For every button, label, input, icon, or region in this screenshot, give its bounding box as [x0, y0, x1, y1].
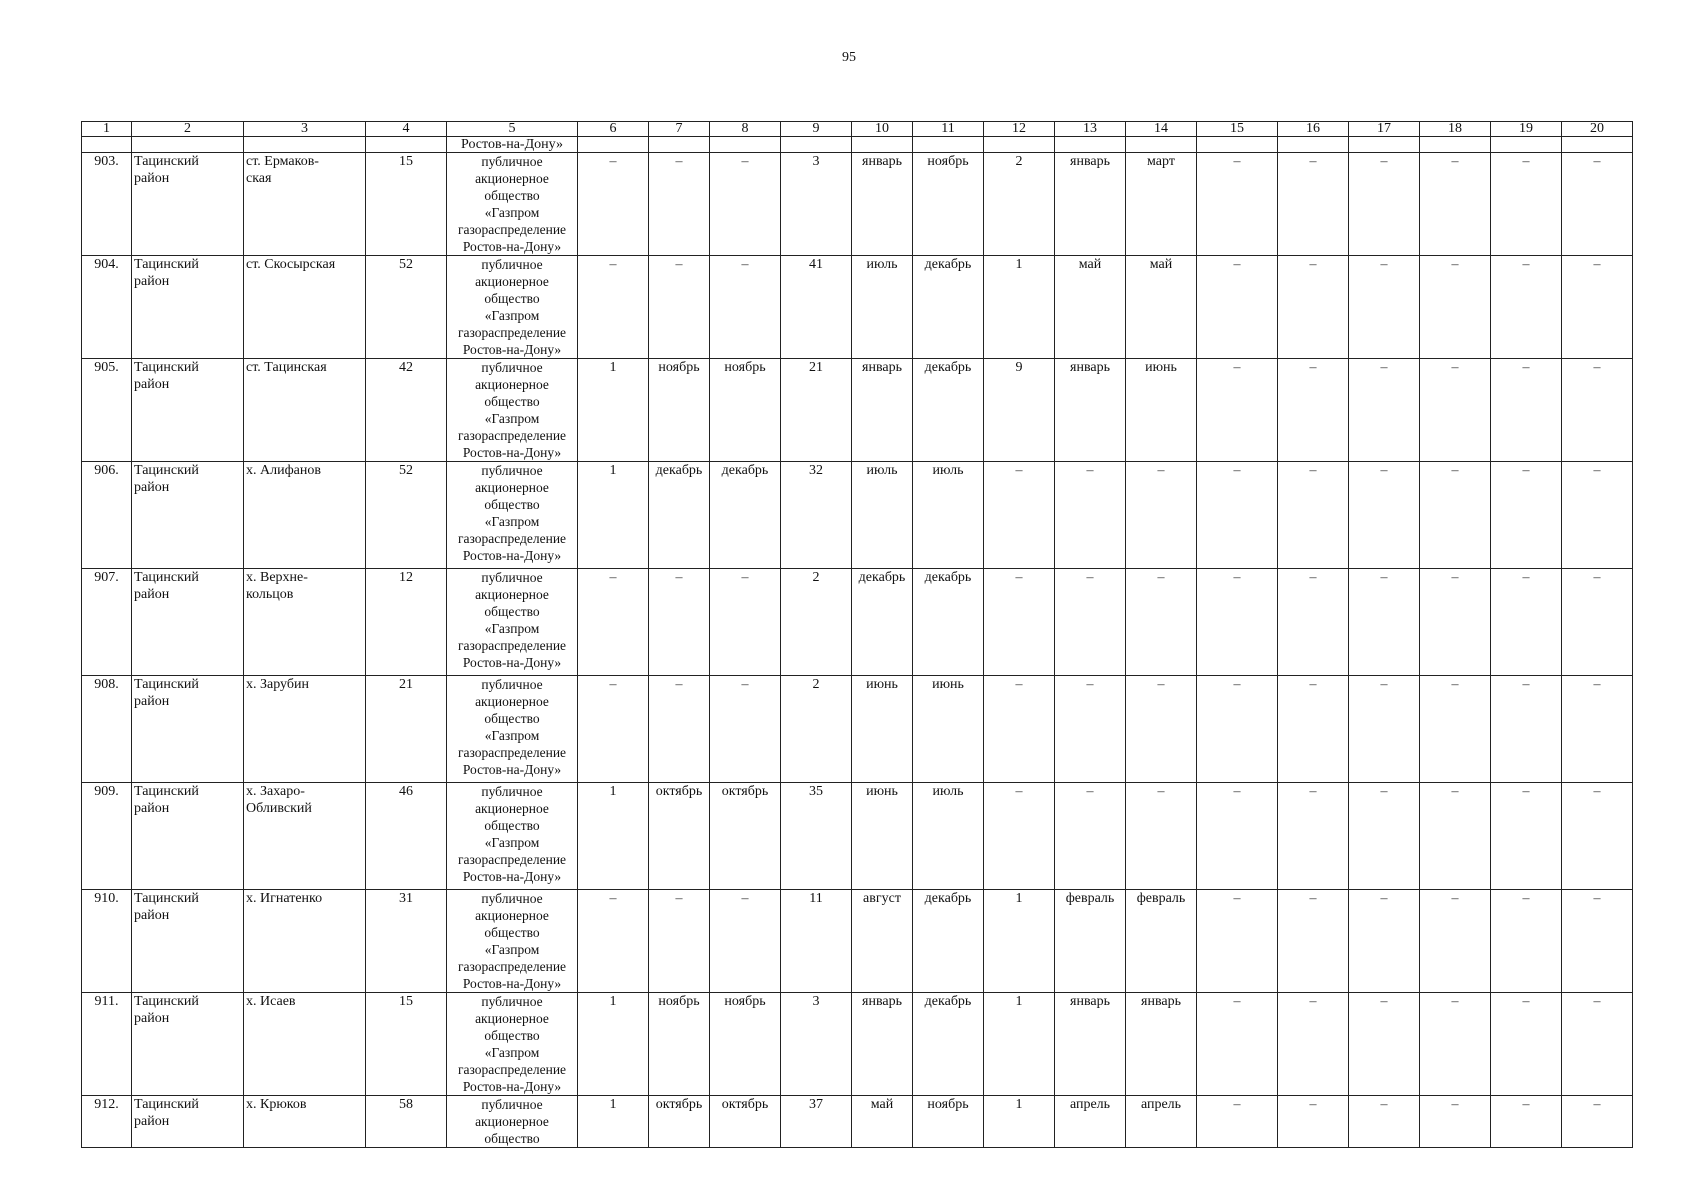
locality-cell: х. Игнатенко [244, 890, 366, 993]
value-cell-col19: – [1491, 462, 1562, 569]
value-cell-col17: – [1349, 890, 1420, 993]
value-cell-col11: декабрь [913, 569, 984, 676]
table-row [82, 256, 1633, 359]
value-cell-col15: – [1197, 676, 1278, 783]
value-cell-col11: июль [913, 462, 984, 569]
value-cell-col15: – [1197, 359, 1278, 462]
value-cell-col17: – [1349, 993, 1420, 1096]
value-cell-col20: – [1562, 256, 1633, 359]
row-number-cell: 909. [82, 783, 132, 890]
table-row [82, 153, 1633, 256]
empty-cell [1491, 137, 1562, 153]
count-cell: 58 [366, 1096, 447, 1148]
value-cell-col6: 1 [578, 359, 649, 462]
value-cell-col18: – [1420, 1096, 1491, 1148]
count-cell: 42 [366, 359, 447, 462]
value-cell-col12: 1 [984, 1096, 1055, 1148]
column-header: 7 [649, 122, 710, 137]
value-cell-col12: 2 [984, 153, 1055, 256]
row-number-cell: 906. [82, 462, 132, 569]
empty-cell [1420, 137, 1491, 153]
value-cell-col17: – [1349, 676, 1420, 783]
district-cell: Тацинский район [132, 993, 244, 1096]
value-cell-col7: – [649, 890, 710, 993]
value-cell-col14: – [1126, 569, 1197, 676]
value-cell-col8: ноябрь [710, 993, 781, 1096]
table-row [82, 676, 1633, 783]
row-number-cell: 907. [82, 569, 132, 676]
value-cell-col16: – [1278, 569, 1349, 676]
column-header: 6 [578, 122, 649, 137]
value-cell-col14: апрель [1126, 1096, 1197, 1148]
value-cell-col19: – [1491, 256, 1562, 359]
value-cell-col10: декабрь [852, 569, 913, 676]
value-cell-col14: – [1126, 783, 1197, 890]
count-cell: 15 [366, 153, 447, 256]
value-cell-col17: – [1349, 359, 1420, 462]
column-header: 13 [1055, 122, 1126, 137]
column-header: 2 [132, 122, 244, 137]
value-cell-col8: – [710, 890, 781, 993]
header-row [82, 122, 1633, 137]
value-cell-col16: – [1278, 993, 1349, 1096]
value-cell-col7: декабрь [649, 462, 710, 569]
column-header: 18 [1420, 122, 1491, 137]
value-cell-col7: – [649, 153, 710, 256]
count-cell: 52 [366, 256, 447, 359]
column-header: 14 [1126, 122, 1197, 137]
value-cell-col13: февраль [1055, 890, 1126, 993]
empty-cell [781, 137, 852, 153]
value-cell-col18: – [1420, 153, 1491, 256]
value-cell-col12: 1 [984, 256, 1055, 359]
value-cell-col16: – [1278, 256, 1349, 359]
row-number-cell: 904. [82, 256, 132, 359]
count-cell: 21 [366, 676, 447, 783]
value-cell-col19: – [1491, 153, 1562, 256]
district-cell: Тацинский район [132, 153, 244, 256]
value-cell-col6: – [578, 890, 649, 993]
district-cell: Тацинский район [132, 1096, 244, 1148]
empty-cell [1055, 137, 1126, 153]
value-cell-col16: – [1278, 359, 1349, 462]
value-cell-col9: 41 [781, 256, 852, 359]
value-cell-col16: – [1278, 1096, 1349, 1148]
value-cell-col19: – [1491, 890, 1562, 993]
value-cell-col13: – [1055, 676, 1126, 783]
column-header: 9 [781, 122, 852, 137]
value-cell-col12: 9 [984, 359, 1055, 462]
value-cell-col19: – [1491, 569, 1562, 676]
value-cell-col9: 32 [781, 462, 852, 569]
value-cell-col14: – [1126, 462, 1197, 569]
table-row [82, 569, 1633, 676]
value-cell-col8: – [710, 256, 781, 359]
empty-cell [366, 137, 447, 153]
value-cell-col7: – [649, 256, 710, 359]
value-cell-col15: – [1197, 993, 1278, 1096]
value-cell-col6: 1 [578, 1096, 649, 1148]
column-header: 15 [1197, 122, 1278, 137]
locality-cell: ст. Скосырская [244, 256, 366, 359]
value-cell-col9: 11 [781, 890, 852, 993]
value-cell-col16: – [1278, 676, 1349, 783]
value-cell-col10: июль [852, 256, 913, 359]
value-cell-col8: октябрь [710, 783, 781, 890]
district-cell: Тацинский район [132, 569, 244, 676]
value-cell-col20: – [1562, 359, 1633, 462]
organization-cell: публичное акционерное общество «Газпром газораспределение Ростов-на-Дону» [447, 993, 578, 1096]
value-cell-col7: – [649, 569, 710, 676]
value-cell-col13: – [1055, 569, 1126, 676]
value-cell-col11: декабрь [913, 993, 984, 1096]
value-cell-col18: – [1420, 359, 1491, 462]
value-cell-col16: – [1278, 153, 1349, 256]
value-cell-col13: январь [1055, 993, 1126, 1096]
value-cell-col14: январь [1126, 993, 1197, 1096]
value-cell-col18: – [1420, 783, 1491, 890]
value-cell-col20: – [1562, 676, 1633, 783]
value-cell-col9: 3 [781, 153, 852, 256]
value-cell-col6: 1 [578, 462, 649, 569]
value-cell-col10: январь [852, 993, 913, 1096]
value-cell-col19: – [1491, 993, 1562, 1096]
district-cell: Тацинский район [132, 783, 244, 890]
empty-cell [1278, 137, 1349, 153]
value-cell-col13: январь [1055, 359, 1126, 462]
continuation-org-cell: Ростов-на-Дону» [447, 137, 578, 153]
value-cell-col19: – [1491, 359, 1562, 462]
column-header: 12 [984, 122, 1055, 137]
value-cell-col20: – [1562, 153, 1633, 256]
value-cell-col20: – [1562, 783, 1633, 890]
value-cell-col18: – [1420, 993, 1491, 1096]
value-cell-col11: декабрь [913, 890, 984, 993]
column-header: 17 [1349, 122, 1420, 137]
column-header: 16 [1278, 122, 1349, 137]
value-cell-col13: – [1055, 783, 1126, 890]
row-number-cell: 905. [82, 359, 132, 462]
row-number-cell: 911. [82, 993, 132, 1096]
value-cell-col13: май [1055, 256, 1126, 359]
value-cell-col20: – [1562, 890, 1633, 993]
count-cell: 52 [366, 462, 447, 569]
value-cell-col10: январь [852, 153, 913, 256]
empty-cell [1197, 137, 1278, 153]
value-cell-col8: – [710, 676, 781, 783]
empty-cell [710, 137, 781, 153]
value-cell-col15: – [1197, 153, 1278, 256]
value-cell-col12: – [984, 783, 1055, 890]
column-header: 1 [82, 122, 132, 137]
locality-cell: х. Верхне- кольцов [244, 569, 366, 676]
value-cell-col18: – [1420, 256, 1491, 359]
district-cell: Тацинский район [132, 359, 244, 462]
row-number-cell: 908. [82, 676, 132, 783]
value-cell-col11: июнь [913, 676, 984, 783]
value-cell-col15: – [1197, 256, 1278, 359]
value-cell-col9: 2 [781, 569, 852, 676]
locality-cell: х. Алифанов [244, 462, 366, 569]
value-cell-col6: 1 [578, 783, 649, 890]
value-cell-col8: декабрь [710, 462, 781, 569]
district-cell: Тацинский район [132, 462, 244, 569]
value-cell-col15: – [1197, 890, 1278, 993]
continuation-row [82, 137, 1633, 153]
value-cell-col11: декабрь [913, 359, 984, 462]
value-cell-col17: – [1349, 256, 1420, 359]
value-cell-col11: декабрь [913, 256, 984, 359]
column-header: 11 [913, 122, 984, 137]
value-cell-col20: – [1562, 1096, 1633, 1148]
organization-cell: публичное акционерное общество «Газпром газораспределение Ростов-на-Дону» [447, 462, 578, 569]
value-cell-col11: ноябрь [913, 1096, 984, 1148]
value-cell-col17: – [1349, 462, 1420, 569]
value-cell-col13: апрель [1055, 1096, 1126, 1148]
value-cell-col7: ноябрь [649, 993, 710, 1096]
count-cell: 31 [366, 890, 447, 993]
locality-cell: ст. Тацинская [244, 359, 366, 462]
table-row [82, 783, 1633, 890]
organization-cell: публичное акционерное общество «Газпром газораспределение Ростов-на-Дону» [447, 256, 578, 359]
value-cell-col16: – [1278, 783, 1349, 890]
empty-cell [1562, 137, 1633, 153]
page-number: 95 [842, 50, 856, 65]
column-header: 20 [1562, 122, 1633, 137]
value-cell-col9: 3 [781, 993, 852, 1096]
value-cell-col19: – [1491, 676, 1562, 783]
value-cell-col6: – [578, 676, 649, 783]
value-cell-col6: 1 [578, 993, 649, 1096]
empty-cell [852, 137, 913, 153]
organization-cell: публичное акционерное общество «Газпром газораспределение Ростов-на-Дону» [447, 783, 578, 890]
empty-cell [82, 137, 132, 153]
organization-cell: публичное акционерное общество [447, 1096, 578, 1148]
locality-cell: х. Исаев [244, 993, 366, 1096]
count-cell: 15 [366, 993, 447, 1096]
value-cell-col8: – [710, 569, 781, 676]
value-cell-col13: январь [1055, 153, 1126, 256]
value-cell-col19: – [1491, 1096, 1562, 1148]
value-cell-col10: июль [852, 462, 913, 569]
value-cell-col15: – [1197, 462, 1278, 569]
value-cell-col12: – [984, 676, 1055, 783]
organization-cell: публичное акционерное общество «Газпром газораспределение Ростов-на-Дону» [447, 359, 578, 462]
value-cell-col15: – [1197, 783, 1278, 890]
value-cell-col19: – [1491, 783, 1562, 890]
empty-cell [984, 137, 1055, 153]
column-header: 5 [447, 122, 578, 137]
value-cell-col12: – [984, 462, 1055, 569]
value-cell-col15: – [1197, 1096, 1278, 1148]
locality-cell: х. Крюков [244, 1096, 366, 1148]
value-cell-col6: – [578, 569, 649, 676]
value-cell-col11: ноябрь [913, 153, 984, 256]
row-number-cell: 903. [82, 153, 132, 256]
organization-cell: публичное акционерное общество «Газпром газораспределение Ростов-на-Дону» [447, 890, 578, 993]
value-cell-col17: – [1349, 569, 1420, 676]
table-row [82, 462, 1633, 569]
district-cell: Тацинский район [132, 890, 244, 993]
value-cell-col17: – [1349, 783, 1420, 890]
value-cell-col17: – [1349, 153, 1420, 256]
value-cell-col20: – [1562, 569, 1633, 676]
register-table [81, 121, 1633, 1148]
value-cell-col13: – [1055, 462, 1126, 569]
organization-cell: публичное акционерное общество «Газпром газораспределение Ростов-на-Дону» [447, 569, 578, 676]
value-cell-col14: май [1126, 256, 1197, 359]
value-cell-col18: – [1420, 569, 1491, 676]
table-row [82, 993, 1633, 1096]
value-cell-col10: май [852, 1096, 913, 1148]
empty-cell [132, 137, 244, 153]
count-cell: 46 [366, 783, 447, 890]
value-cell-col6: – [578, 256, 649, 359]
value-cell-col11: июль [913, 783, 984, 890]
value-cell-col10: июнь [852, 783, 913, 890]
column-header: 3 [244, 122, 366, 137]
column-header: 8 [710, 122, 781, 137]
value-cell-col18: – [1420, 676, 1491, 783]
table-row [82, 890, 1633, 993]
column-header: 4 [366, 122, 447, 137]
value-cell-col7: октябрь [649, 783, 710, 890]
value-cell-col9: 21 [781, 359, 852, 462]
empty-cell [1349, 137, 1420, 153]
value-cell-col14: март [1126, 153, 1197, 256]
value-cell-col16: – [1278, 890, 1349, 993]
value-cell-col7: ноябрь [649, 359, 710, 462]
empty-cell [578, 137, 649, 153]
value-cell-col14: – [1126, 676, 1197, 783]
value-cell-col10: август [852, 890, 913, 993]
row-number-cell: 912. [82, 1096, 132, 1148]
count-cell: 12 [366, 569, 447, 676]
value-cell-col12: 1 [984, 993, 1055, 1096]
value-cell-col18: – [1420, 890, 1491, 993]
empty-cell [649, 137, 710, 153]
value-cell-col9: 2 [781, 676, 852, 783]
value-cell-col15: – [1197, 569, 1278, 676]
value-cell-col10: январь [852, 359, 913, 462]
row-number-cell: 910. [82, 890, 132, 993]
value-cell-col20: – [1562, 993, 1633, 1096]
value-cell-col18: – [1420, 462, 1491, 569]
value-cell-col8: октябрь [710, 1096, 781, 1148]
value-cell-col8: ноябрь [710, 359, 781, 462]
district-cell: Тацинский район [132, 256, 244, 359]
column-header: 10 [852, 122, 913, 137]
value-cell-col14: февраль [1126, 890, 1197, 993]
value-cell-col12: 1 [984, 890, 1055, 993]
locality-cell: х. Зарубин [244, 676, 366, 783]
locality-cell: х. Захаро- Обливский [244, 783, 366, 890]
empty-cell [913, 137, 984, 153]
value-cell-col20: – [1562, 462, 1633, 569]
organization-cell: публичное акционерное общество «Газпром газораспределение Ростов-на-Дону» [447, 153, 578, 256]
value-cell-col9: 37 [781, 1096, 852, 1148]
column-header: 19 [1491, 122, 1562, 137]
value-cell-col8: – [710, 153, 781, 256]
value-cell-col7: – [649, 676, 710, 783]
value-cell-col17: – [1349, 1096, 1420, 1148]
value-cell-col12: – [984, 569, 1055, 676]
value-cell-col6: – [578, 153, 649, 256]
value-cell-col7: октябрь [649, 1096, 710, 1148]
organization-cell: публичное акционерное общество «Газпром газораспределение Ростов-на-Дону» [447, 676, 578, 783]
table-row [82, 1096, 1633, 1148]
value-cell-col16: – [1278, 462, 1349, 569]
table-row [82, 359, 1633, 462]
value-cell-col14: июнь [1126, 359, 1197, 462]
empty-cell [1126, 137, 1197, 153]
empty-cell [244, 137, 366, 153]
district-cell: Тацинский район [132, 676, 244, 783]
locality-cell: ст. Ермаков- ская [244, 153, 366, 256]
value-cell-col9: 35 [781, 783, 852, 890]
value-cell-col10: июнь [852, 676, 913, 783]
